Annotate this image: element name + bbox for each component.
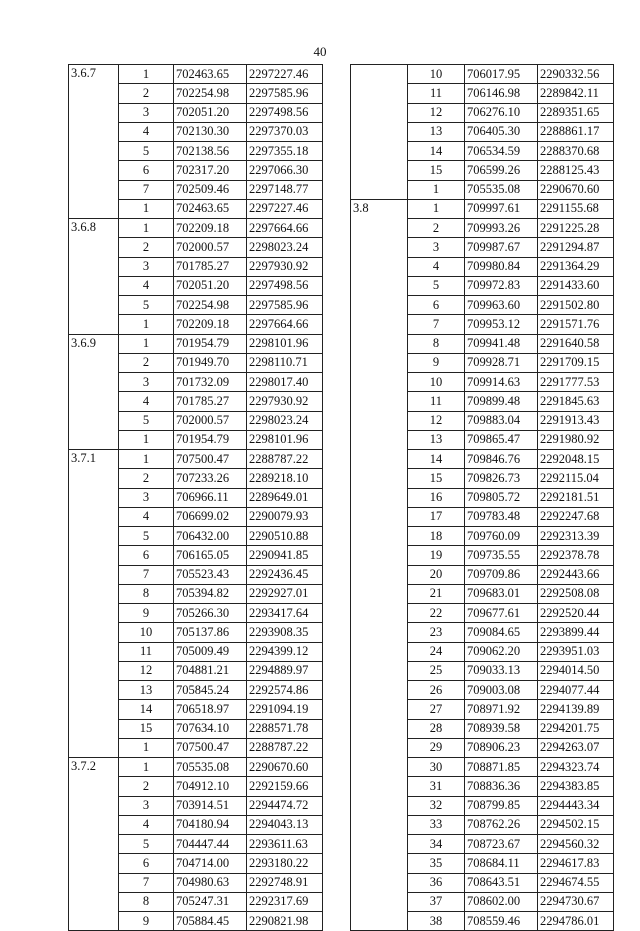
x-coordinate-cell: 706599.26: [465, 161, 538, 180]
x-coordinate-cell: 706146.98: [465, 84, 538, 103]
x-coordinate-cell: 705845.24: [174, 681, 247, 700]
x-coordinate-cell: 708723.67: [465, 835, 538, 854]
y-coordinate-cell: 2288787.22: [247, 450, 323, 469]
y-coordinate-cell: 2292048.15: [538, 450, 614, 469]
x-coordinate-cell: 708559.46: [465, 912, 538, 931]
point-number-cell: 11: [408, 84, 465, 103]
point-number-cell: 33: [408, 815, 465, 834]
y-coordinate-cell: 2290510.88: [247, 527, 323, 546]
x-coordinate-cell: 709987.67: [465, 238, 538, 257]
point-number-cell: 5: [119, 835, 174, 854]
y-coordinate-cell: 2288571.78: [247, 719, 323, 738]
point-number-cell: 27: [408, 700, 465, 719]
y-coordinate-cell: 2294786.01: [538, 912, 614, 931]
coordinate-table-right: [350, 64, 614, 931]
table-row: [69, 219, 323, 238]
x-coordinate-cell: 706405.30: [465, 122, 538, 141]
x-coordinate-cell: 702000.57: [174, 238, 247, 257]
x-coordinate-cell: 708871.85: [465, 758, 538, 777]
x-coordinate-cell: 709683.01: [465, 584, 538, 603]
x-coordinate-cell: 702000.57: [174, 411, 247, 430]
x-coordinate-cell: 704447.44: [174, 835, 247, 854]
point-number-cell: 24: [408, 642, 465, 661]
x-coordinate-cell: 706966.11: [174, 488, 247, 507]
y-coordinate-cell: 2292927.01: [247, 584, 323, 603]
point-number-cell: 2: [119, 84, 174, 103]
point-number-cell: 12: [119, 661, 174, 680]
point-number-cell: 6: [119, 161, 174, 180]
y-coordinate-cell: 2291640.58: [538, 334, 614, 353]
y-coordinate-cell: 2297498.56: [247, 103, 323, 122]
y-coordinate-cell: 2298101.96: [247, 430, 323, 449]
y-coordinate-cell: 2290670.60: [247, 758, 323, 777]
point-number-cell: 32: [408, 796, 465, 815]
point-number-cell: 5: [119, 411, 174, 430]
x-coordinate-cell: 706534.59: [465, 142, 538, 161]
point-number-cell: 1: [119, 450, 174, 469]
y-coordinate-cell: 2294139.89: [538, 700, 614, 719]
y-coordinate-cell: 2292247.68: [538, 507, 614, 526]
point-number-cell: 1: [119, 65, 174, 84]
y-coordinate-cell: 2292574.86: [247, 681, 323, 700]
y-coordinate-cell: 2294077.44: [538, 681, 614, 700]
point-number-cell: 4: [119, 815, 174, 834]
y-coordinate-cell: 2292436.45: [247, 565, 323, 584]
y-coordinate-cell: 2293899.44: [538, 623, 614, 642]
y-coordinate-cell: 2292520.44: [538, 604, 614, 623]
point-number-cell: 5: [119, 527, 174, 546]
y-coordinate-cell: 2297148.77: [247, 180, 323, 199]
x-coordinate-cell: 704912.10: [174, 777, 247, 796]
y-coordinate-cell: 2294474.72: [247, 796, 323, 815]
x-coordinate-cell: 709899.48: [465, 392, 538, 411]
table-row: [351, 199, 614, 218]
section-cell: [351, 65, 408, 200]
y-coordinate-cell: 2288125.43: [538, 161, 614, 180]
x-coordinate-cell: 706699.02: [174, 507, 247, 526]
point-number-cell: 3: [119, 103, 174, 122]
point-number-cell: 1: [408, 199, 465, 218]
y-coordinate-cell: 2292748.91: [247, 873, 323, 892]
y-coordinate-cell: 2292181.51: [538, 488, 614, 507]
y-coordinate-cell: 2297066.30: [247, 161, 323, 180]
y-coordinate-cell: 2291913.43: [538, 411, 614, 430]
point-number-cell: 2: [119, 469, 174, 488]
point-number-cell: 3: [119, 373, 174, 392]
point-number-cell: 9: [408, 353, 465, 372]
x-coordinate-cell: 705535.08: [174, 758, 247, 777]
x-coordinate-cell: 709677.61: [465, 604, 538, 623]
x-coordinate-cell: 702317.20: [174, 161, 247, 180]
x-coordinate-cell: 702209.18: [174, 219, 247, 238]
x-coordinate-cell: 709826.73: [465, 469, 538, 488]
x-coordinate-cell: 708906.23: [465, 738, 538, 757]
y-coordinate-cell: 2297930.92: [247, 257, 323, 276]
y-coordinate-cell: 2291433.60: [538, 276, 614, 295]
x-coordinate-cell: 704980.63: [174, 873, 247, 892]
x-coordinate-cell: 708836.36: [465, 777, 538, 796]
x-coordinate-cell: 708799.85: [465, 796, 538, 815]
table-row: [351, 65, 614, 84]
y-coordinate-cell: 2294617.83: [538, 854, 614, 873]
y-coordinate-cell: 2290821.98: [247, 912, 323, 931]
y-coordinate-cell: 2291777.53: [538, 373, 614, 392]
point-number-cell: 9: [119, 604, 174, 623]
point-number-cell: 19: [408, 546, 465, 565]
point-number-cell: 14: [408, 450, 465, 469]
y-coordinate-cell: 2292313.39: [538, 527, 614, 546]
x-coordinate-cell: 704180.94: [174, 815, 247, 834]
point-number-cell: 29: [408, 738, 465, 757]
point-number-cell: 1: [119, 430, 174, 449]
x-coordinate-cell: 702130.30: [174, 122, 247, 141]
point-number-cell: 5: [408, 276, 465, 295]
coordinate-table-left: [68, 64, 323, 931]
x-coordinate-cell: 702463.65: [174, 199, 247, 218]
y-coordinate-cell: 2297498.56: [247, 276, 323, 295]
table-row: [69, 334, 323, 353]
point-number-cell: 34: [408, 835, 465, 854]
point-number-cell: 5: [119, 142, 174, 161]
y-coordinate-cell: 2298017.40: [247, 373, 323, 392]
x-coordinate-cell: 709084.65: [465, 623, 538, 642]
x-coordinate-cell: 701732.09: [174, 373, 247, 392]
point-number-cell: 3: [119, 488, 174, 507]
x-coordinate-cell: 709914.63: [465, 373, 538, 392]
section-cell: 3.8: [351, 199, 408, 931]
x-coordinate-cell: 701954.79: [174, 334, 247, 353]
y-coordinate-cell: 2289842.11: [538, 84, 614, 103]
y-coordinate-cell: 2290670.60: [538, 180, 614, 199]
point-number-cell: 2: [119, 238, 174, 257]
y-coordinate-cell: 2292508.08: [538, 584, 614, 603]
page-number: 40: [313, 44, 327, 59]
point-number-cell: 12: [408, 103, 465, 122]
x-coordinate-cell: 705535.08: [465, 180, 538, 199]
point-number-cell: 1: [119, 219, 174, 238]
y-coordinate-cell: 2290941.85: [247, 546, 323, 565]
x-coordinate-cell: 706017.95: [465, 65, 538, 84]
point-number-cell: 1: [119, 758, 174, 777]
x-coordinate-cell: 702051.20: [174, 103, 247, 122]
point-number-cell: 1: [119, 199, 174, 218]
point-number-cell: 14: [119, 700, 174, 719]
section-cell: 3.6.9: [69, 334, 119, 450]
y-coordinate-cell: 2289649.01: [247, 488, 323, 507]
x-coordinate-cell: 709963.60: [465, 296, 538, 315]
point-number-cell: 4: [119, 507, 174, 526]
x-coordinate-cell: 705884.45: [174, 912, 247, 931]
point-number-cell: 11: [119, 642, 174, 661]
x-coordinate-cell: 704881.21: [174, 661, 247, 680]
point-number-cell: 6: [119, 546, 174, 565]
y-coordinate-cell: 2291364.29: [538, 257, 614, 276]
x-coordinate-cell: 706432.00: [174, 527, 247, 546]
point-number-cell: 4: [119, 122, 174, 141]
y-coordinate-cell: 2297355.18: [247, 142, 323, 161]
x-coordinate-cell: 708643.51: [465, 873, 538, 892]
x-coordinate-cell: 702254.98: [174, 296, 247, 315]
y-coordinate-cell: 2288370.68: [538, 142, 614, 161]
point-number-cell: 3: [119, 257, 174, 276]
table-row: [69, 65, 323, 84]
point-number-cell: 14: [408, 142, 465, 161]
x-coordinate-cell: 701785.27: [174, 257, 247, 276]
y-coordinate-cell: 2294889.97: [247, 661, 323, 680]
table-row: [69, 758, 323, 777]
point-number-cell: 2: [119, 353, 174, 372]
x-coordinate-cell: 705009.49: [174, 642, 247, 661]
y-coordinate-cell: 2292378.78: [538, 546, 614, 565]
x-coordinate-cell: 708971.92: [465, 700, 538, 719]
x-coordinate-cell: 709003.08: [465, 681, 538, 700]
point-number-cell: 23: [408, 623, 465, 642]
x-coordinate-cell: 709972.83: [465, 276, 538, 295]
y-coordinate-cell: 2297585.96: [247, 84, 323, 103]
y-coordinate-cell: 2288861.17: [538, 122, 614, 141]
y-coordinate-cell: 2291709.15: [538, 353, 614, 372]
point-number-cell: 7: [119, 873, 174, 892]
point-number-cell: 31: [408, 777, 465, 796]
point-number-cell: 30: [408, 758, 465, 777]
x-coordinate-cell: 707500.47: [174, 450, 247, 469]
y-coordinate-cell: 2297227.46: [247, 65, 323, 84]
section-cell: 3.7.2: [69, 758, 119, 931]
point-number-cell: 17: [408, 507, 465, 526]
x-coordinate-cell: 706518.97: [174, 700, 247, 719]
point-number-cell: 7: [119, 180, 174, 199]
x-coordinate-cell: 702509.46: [174, 180, 247, 199]
y-coordinate-cell: 2291845.63: [538, 392, 614, 411]
y-coordinate-cell: 2291094.19: [247, 700, 323, 719]
point-number-cell: 37: [408, 892, 465, 911]
point-number-cell: 8: [119, 584, 174, 603]
x-coordinate-cell: 701785.27: [174, 392, 247, 411]
x-coordinate-cell: 709941.48: [465, 334, 538, 353]
point-number-cell: 13: [119, 681, 174, 700]
x-coordinate-cell: 708762.26: [465, 815, 538, 834]
y-coordinate-cell: 2294560.32: [538, 835, 614, 854]
y-coordinate-cell: 2291502.80: [538, 296, 614, 315]
point-number-cell: 10: [119, 623, 174, 642]
point-number-cell: 25: [408, 661, 465, 680]
table-row: [69, 450, 323, 469]
x-coordinate-cell: 702051.20: [174, 276, 247, 295]
y-coordinate-cell: 2294383.85: [538, 777, 614, 796]
point-number-cell: 9: [119, 912, 174, 931]
point-number-cell: 8: [408, 334, 465, 353]
x-coordinate-cell: 709997.61: [465, 199, 538, 218]
x-coordinate-cell: 701949.70: [174, 353, 247, 372]
x-coordinate-cell: 707634.10: [174, 719, 247, 738]
point-number-cell: 6: [408, 296, 465, 315]
y-coordinate-cell: 2289351.65: [538, 103, 614, 122]
y-coordinate-cell: 2291155.68: [538, 199, 614, 218]
x-coordinate-cell: 709993.26: [465, 219, 538, 238]
point-number-cell: 36: [408, 873, 465, 892]
point-number-cell: 26: [408, 681, 465, 700]
y-coordinate-cell: 2298110.71: [247, 353, 323, 372]
section-cell: 3.7.1: [69, 450, 119, 758]
x-coordinate-cell: 709805.72: [465, 488, 538, 507]
y-coordinate-cell: 2292159.66: [247, 777, 323, 796]
point-number-cell: 2: [408, 219, 465, 238]
x-coordinate-cell: 705394.82: [174, 584, 247, 603]
x-coordinate-cell: 709883.04: [465, 411, 538, 430]
point-number-cell: 2: [119, 777, 174, 796]
y-coordinate-cell: 2288787.22: [247, 738, 323, 757]
y-coordinate-cell: 2297930.92: [247, 392, 323, 411]
x-coordinate-cell: 709928.71: [465, 353, 538, 372]
point-number-cell: 1: [119, 315, 174, 334]
point-number-cell: 38: [408, 912, 465, 931]
point-number-cell: 35: [408, 854, 465, 873]
x-coordinate-cell: 709953.12: [465, 315, 538, 334]
x-coordinate-cell: 702138.56: [174, 142, 247, 161]
point-number-cell: 7: [408, 315, 465, 334]
y-coordinate-cell: 2291225.28: [538, 219, 614, 238]
y-coordinate-cell: 2294674.55: [538, 873, 614, 892]
y-coordinate-cell: 2292443.66: [538, 565, 614, 584]
y-coordinate-cell: 2294201.75: [538, 719, 614, 738]
x-coordinate-cell: 701954.79: [174, 430, 247, 449]
point-number-cell: 10: [408, 65, 465, 84]
point-number-cell: 15: [119, 719, 174, 738]
point-number-cell: 1: [119, 738, 174, 757]
point-number-cell: 11: [408, 392, 465, 411]
y-coordinate-cell: 2298101.96: [247, 334, 323, 353]
y-coordinate-cell: 2289218.10: [247, 469, 323, 488]
point-number-cell: 1: [119, 334, 174, 353]
point-number-cell: 7: [119, 565, 174, 584]
x-coordinate-cell: 704714.00: [174, 854, 247, 873]
point-number-cell: 3: [119, 796, 174, 815]
y-coordinate-cell: 2291980.92: [538, 430, 614, 449]
x-coordinate-cell: 709062.20: [465, 642, 538, 661]
y-coordinate-cell: 2292317.69: [247, 892, 323, 911]
x-coordinate-cell: 702463.65: [174, 65, 247, 84]
x-coordinate-cell: 702209.18: [174, 315, 247, 334]
x-coordinate-cell: 702254.98: [174, 84, 247, 103]
x-coordinate-cell: 709783.48: [465, 507, 538, 526]
y-coordinate-cell: 2294730.67: [538, 892, 614, 911]
x-coordinate-cell: 705523.43: [174, 565, 247, 584]
x-coordinate-cell: 703914.51: [174, 796, 247, 815]
y-coordinate-cell: 2294263.07: [538, 738, 614, 757]
x-coordinate-cell: 706276.10: [465, 103, 538, 122]
point-number-cell: 21: [408, 584, 465, 603]
y-coordinate-cell: 2294502.15: [538, 815, 614, 834]
y-coordinate-cell: 2298023.24: [247, 238, 323, 257]
y-coordinate-cell: 2293951.03: [538, 642, 614, 661]
section-cell: 3.6.7: [69, 65, 119, 219]
y-coordinate-cell: 2297370.03: [247, 122, 323, 141]
x-coordinate-cell: 709865.47: [465, 430, 538, 449]
y-coordinate-cell: 2293611.63: [247, 835, 323, 854]
point-number-cell: 13: [408, 122, 465, 141]
point-number-cell: 5: [119, 296, 174, 315]
point-number-cell: 6: [119, 854, 174, 873]
y-coordinate-cell: 2297664.66: [247, 219, 323, 238]
point-number-cell: 20: [408, 565, 465, 584]
x-coordinate-cell: 709846.76: [465, 450, 538, 469]
x-coordinate-cell: 705247.31: [174, 892, 247, 911]
y-coordinate-cell: 2297585.96: [247, 296, 323, 315]
point-number-cell: 8: [119, 892, 174, 911]
y-coordinate-cell: 2297664.66: [247, 315, 323, 334]
point-number-cell: 16: [408, 488, 465, 507]
y-coordinate-cell: 2294399.12: [247, 642, 323, 661]
y-coordinate-cell: 2294014.50: [538, 661, 614, 680]
point-number-cell: 3: [408, 238, 465, 257]
x-coordinate-cell: 708939.58: [465, 719, 538, 738]
y-coordinate-cell: 2291571.76: [538, 315, 614, 334]
x-coordinate-cell: 708684.11: [465, 854, 538, 873]
point-number-cell: 1: [408, 180, 465, 199]
x-coordinate-cell: 708602.00: [465, 892, 538, 911]
point-number-cell: 15: [408, 161, 465, 180]
point-number-cell: 15: [408, 469, 465, 488]
y-coordinate-cell: 2290332.56: [538, 65, 614, 84]
section-cell: 3.6.8: [69, 219, 119, 335]
x-coordinate-cell: 707500.47: [174, 738, 247, 757]
y-coordinate-cell: 2297227.46: [247, 199, 323, 218]
point-number-cell: 4: [119, 392, 174, 411]
y-coordinate-cell: 2292115.04: [538, 469, 614, 488]
x-coordinate-cell: 709709.86: [465, 565, 538, 584]
x-coordinate-cell: 709980.84: [465, 257, 538, 276]
y-coordinate-cell: 2294043.13: [247, 815, 323, 834]
x-coordinate-cell: 709760.09: [465, 527, 538, 546]
y-coordinate-cell: 2293417.64: [247, 604, 323, 623]
point-number-cell: 13: [408, 430, 465, 449]
y-coordinate-cell: 2290079.93: [247, 507, 323, 526]
x-coordinate-cell: 705266.30: [174, 604, 247, 623]
y-coordinate-cell: 2294323.74: [538, 758, 614, 777]
y-coordinate-cell: 2293908.35: [247, 623, 323, 642]
point-number-cell: 4: [408, 257, 465, 276]
x-coordinate-cell: 705137.86: [174, 623, 247, 642]
point-number-cell: 12: [408, 411, 465, 430]
point-number-cell: 22: [408, 604, 465, 623]
x-coordinate-cell: 709033.13: [465, 661, 538, 680]
point-number-cell: 4: [119, 276, 174, 295]
point-number-cell: 28: [408, 719, 465, 738]
x-coordinate-cell: 709735.55: [465, 546, 538, 565]
y-coordinate-cell: 2291294.87: [538, 238, 614, 257]
point-number-cell: 10: [408, 373, 465, 392]
y-coordinate-cell: 2298023.24: [247, 411, 323, 430]
y-coordinate-cell: 2293180.22: [247, 854, 323, 873]
x-coordinate-cell: 706165.05: [174, 546, 247, 565]
y-coordinate-cell: 2294443.34: [538, 796, 614, 815]
point-number-cell: 18: [408, 527, 465, 546]
x-coordinate-cell: 707233.26: [174, 469, 247, 488]
